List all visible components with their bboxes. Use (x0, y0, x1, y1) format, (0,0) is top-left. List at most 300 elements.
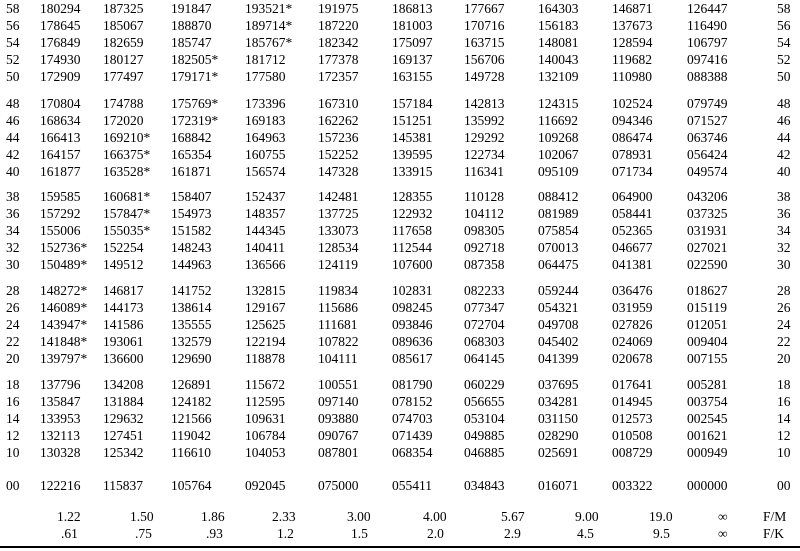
table-cell: 193061 (103, 334, 144, 349)
fk-value: 1.2 (277, 526, 294, 541)
table-cell: 157292 (40, 206, 81, 221)
table-cell: 137796 (40, 377, 81, 392)
table-cell: 165354 (171, 147, 212, 162)
table-cell: 116341 (464, 164, 504, 179)
table-row (0, 130, 800, 146)
table-cell: 166413 (40, 130, 81, 145)
table-cell: 139595 (392, 147, 433, 162)
row-label-right: 26 (777, 300, 791, 315)
table-cell: 177580 (245, 69, 286, 84)
table-cell: 142813 (464, 96, 505, 111)
table-cell: 173396 (245, 96, 286, 111)
table-cell: 000949 (687, 445, 728, 460)
row-label-left: 36 (6, 206, 20, 221)
table-cell: 146817 (103, 283, 144, 298)
fm-value: 19.0 (649, 509, 673, 524)
table-cell: 149728 (464, 69, 505, 84)
table-cell: 130328 (40, 445, 81, 460)
row-label-left: 30 (6, 257, 20, 272)
table-row (0, 394, 800, 410)
row-label-left: 50 (6, 69, 20, 84)
table-cell: 138614 (171, 300, 212, 315)
table-cell: 118878 (245, 351, 285, 366)
table-cell: 167310 (318, 96, 359, 111)
table-cell: 107600 (392, 257, 433, 272)
table-cell: 180294 (40, 1, 81, 16)
fm-value: 5.67 (501, 509, 525, 524)
row-label-right: 24 (777, 317, 791, 332)
table-row (0, 164, 800, 180)
table-row (0, 334, 800, 350)
table-cell: 128534 (318, 240, 359, 255)
table-cell: 085617 (392, 351, 433, 366)
table-cell: 025691 (538, 445, 579, 460)
row-label-left: 40 (6, 164, 20, 179)
row-label-right: 20 (777, 351, 791, 366)
table-cell: 036476 (612, 283, 653, 298)
table-cell: 075854 (538, 223, 579, 238)
row-label-left: 44 (6, 130, 20, 145)
row-label-left: 56 (6, 18, 20, 33)
table-cell: 145381 (392, 130, 433, 145)
table-cell: 129167 (245, 300, 286, 315)
table-cell: 156574 (245, 164, 286, 179)
table-cell: 193521* (245, 1, 293, 16)
row-label-right: 12 (777, 428, 791, 443)
table-cell: 122734 (464, 147, 505, 162)
table-cell: 031959 (612, 300, 653, 315)
table-cell: 172357 (318, 69, 359, 84)
table-cell: 170804 (40, 96, 81, 111)
table-cell: 146871 (612, 1, 653, 16)
table-row (0, 257, 800, 273)
table-cell: 161871 (171, 164, 212, 179)
table-cell: 144345 (245, 223, 286, 238)
table-cell: 178645 (40, 18, 81, 33)
table-cell: 137725 (318, 206, 359, 221)
row-label-right: 22 (777, 334, 791, 349)
table-cell: 092718 (464, 240, 505, 255)
table-cell: 109268 (538, 130, 579, 145)
table-cell: 031150 (538, 411, 578, 426)
table-cell: 149512 (103, 257, 144, 272)
table-cell: 097140 (318, 394, 359, 409)
row-label-left: 28 (6, 283, 20, 298)
row-label-right: 30 (777, 257, 791, 272)
table-cell: 015119 (687, 300, 727, 315)
table-cell: 129632 (103, 411, 144, 426)
table-cell: 155006 (40, 223, 81, 238)
table-cell: 168842 (171, 130, 212, 145)
table-cell: 131884 (103, 394, 144, 409)
table-row (0, 206, 800, 222)
table-cell: 093880 (318, 411, 359, 426)
table-cell: 172020 (103, 113, 144, 128)
table-row (0, 377, 800, 393)
fk-value: 1.5 (351, 526, 368, 541)
table-cell: 188870 (171, 18, 212, 33)
table-cell: 046677 (612, 240, 653, 255)
row-label-right: 36 (777, 206, 791, 221)
table-cell: 064145 (464, 351, 505, 366)
table-cell: 181003 (392, 18, 433, 33)
table-cell: 053104 (464, 411, 505, 426)
table-cell: 162262 (318, 113, 359, 128)
table-cell: 043206 (687, 189, 728, 204)
table-cell: 010508 (612, 428, 653, 443)
table-cell: 150489* (40, 257, 88, 272)
table-cell: 175769* (171, 96, 219, 111)
table-cell: 058441 (612, 206, 653, 221)
table-cell: 175097 (392, 35, 433, 50)
table-cell: 041381 (612, 257, 653, 272)
table-cell: 172909 (40, 69, 81, 84)
table-row (0, 69, 800, 85)
table-cell: 049574 (687, 164, 728, 179)
table-cell: 157847* (103, 206, 151, 221)
table-cell: 000000 (687, 478, 728, 493)
row-label-right: 32 (777, 240, 791, 255)
table-row (0, 240, 800, 256)
table-cell: 169137 (392, 52, 433, 67)
table-cell: 112595 (245, 394, 285, 409)
table-cell: 098305 (464, 223, 505, 238)
table-cell: 005281 (687, 377, 728, 392)
fm-value: 1.86 (201, 509, 225, 524)
table-cell: 141848* (40, 334, 88, 349)
table-cell: 041399 (538, 351, 579, 366)
row-label-right: 18 (777, 377, 791, 392)
fk-value: 9.5 (653, 526, 670, 541)
row-label-left: 14 (6, 411, 20, 426)
table-cell: 122216 (40, 478, 81, 493)
table-cell: 147328 (318, 164, 359, 179)
table-cell: 144963 (171, 257, 212, 272)
row-label-left: 58 (6, 1, 20, 16)
table-cell: 071439 (392, 428, 433, 443)
fk-value: 4.5 (577, 526, 594, 541)
table-cell: 129690 (171, 351, 212, 366)
table-cell: 164157 (40, 147, 81, 162)
table-row (0, 96, 800, 112)
table-cell: 140043 (538, 52, 579, 67)
table-cell: 008729 (612, 445, 653, 460)
table-row (0, 223, 800, 239)
table-row (0, 478, 800, 494)
row-label-left: 54 (6, 35, 20, 50)
table-cell: 100551 (318, 377, 359, 392)
row-label-right: 44 (777, 130, 791, 145)
table-cell: 121566 (171, 411, 212, 426)
table-cell: 191847 (171, 1, 212, 16)
table-cell: 163155 (392, 69, 433, 84)
table-cell: 156706 (464, 52, 505, 67)
table-cell: 128355 (392, 189, 433, 204)
table-cell: 056655 (464, 394, 505, 409)
footer-fk-row (0, 526, 800, 542)
table-cell: 014945 (612, 394, 653, 409)
table-row (0, 35, 800, 51)
fm-value: 1.22 (57, 509, 81, 524)
table-cell: 074703 (392, 411, 433, 426)
table-row (0, 317, 800, 333)
table-cell: 133073 (318, 223, 359, 238)
table-cell: 141586 (103, 317, 144, 332)
table-cell: 139797* (40, 351, 88, 366)
table-cell: 037325 (687, 206, 728, 221)
table-cell: 027826 (612, 317, 653, 332)
table-cell: 160755 (245, 147, 286, 162)
fk-value: ∞ (718, 526, 728, 541)
table-cell: 112544 (392, 240, 432, 255)
table-cell: 102524 (612, 96, 653, 111)
table-cell: 185767* (245, 35, 293, 50)
table-cell: 081790 (392, 377, 433, 392)
fk-value: 2.0 (427, 526, 444, 541)
table-cell: 090767 (318, 428, 359, 443)
row-label-right: 56 (777, 18, 791, 33)
row-label-right: 58 (777, 1, 791, 16)
table-cell: 179171* (171, 69, 219, 84)
table-cell: 154973 (171, 206, 212, 221)
fk-value: .75 (135, 526, 152, 541)
table-cell: 052365 (612, 223, 653, 238)
row-label-right: 40 (777, 164, 791, 179)
table-cell: 166375* (103, 147, 151, 162)
row-label-left: 20 (6, 351, 20, 366)
table-cell: 102067 (538, 147, 579, 162)
table-cell: 106784 (245, 428, 286, 443)
table-cell: 119682 (612, 52, 652, 67)
table-cell: 135847 (40, 394, 81, 409)
table-cell: 187220 (318, 18, 359, 33)
table-cell: 157236 (318, 130, 359, 145)
table-cell: 089636 (392, 334, 433, 349)
table-cell: 191975 (318, 1, 359, 16)
table-cell: 070013 (538, 240, 579, 255)
table-cell: 137673 (612, 18, 653, 33)
table-cell: 186813 (392, 1, 433, 16)
row-label-left: 26 (6, 300, 20, 315)
table-cell: 115686 (318, 300, 358, 315)
table-cell: 185747 (171, 35, 212, 50)
table-cell: 172319* (171, 113, 219, 128)
table-cell: 009404 (687, 334, 728, 349)
table-cell: 146089* (40, 300, 88, 315)
table-cell: 111681 (318, 317, 358, 332)
row-label-left: 22 (6, 334, 20, 349)
table-cell: 110128 (464, 189, 504, 204)
table-cell: 148081 (538, 35, 579, 50)
table-cell: 152254 (103, 240, 144, 255)
table-cell: 068303 (464, 334, 505, 349)
table-cell: 177667 (464, 1, 505, 16)
table-row (0, 113, 800, 129)
table-cell: 097416 (687, 52, 728, 67)
table-cell: 124315 (538, 96, 579, 111)
table-cell: 107822 (318, 334, 359, 349)
table-cell: 116610 (171, 445, 211, 460)
table-cell: 094346 (612, 113, 653, 128)
table-cell: 125625 (245, 317, 286, 332)
table-cell: 104111 (318, 351, 358, 366)
table-cell: 129292 (464, 130, 505, 145)
table-cell: 119042 (171, 428, 211, 443)
table-cell: 072704 (464, 317, 505, 332)
table-cell: 059244 (538, 283, 579, 298)
table-cell: 135992 (464, 113, 505, 128)
table-cell: 182659 (103, 35, 144, 50)
table-cell: 122194 (245, 334, 286, 349)
table-cell: 181712 (245, 52, 286, 67)
table-cell: 185067 (103, 18, 144, 33)
table-cell: 087358 (464, 257, 505, 272)
fm-label: F/M (763, 509, 787, 524)
row-label-left: 34 (6, 223, 20, 238)
table-cell: 115672 (245, 377, 285, 392)
row-label-left: 46 (6, 113, 20, 128)
table-cell: 105764 (171, 478, 212, 493)
table-cell: 024069 (612, 334, 653, 349)
table-cell: 012051 (687, 317, 728, 332)
table-cell: 177497 (103, 69, 144, 84)
table-cell: 159585 (40, 189, 81, 204)
fk-value: .61 (61, 526, 78, 541)
table-cell: 003322 (612, 478, 653, 493)
table-cell: 119834 (318, 283, 358, 298)
table-cell: 168634 (40, 113, 81, 128)
footer-fm-row (0, 509, 800, 525)
table-cell: 169210* (103, 130, 151, 145)
table-cell: 164963 (245, 130, 286, 145)
row-label-left: 10 (6, 445, 20, 460)
table-cell: 144173 (103, 300, 144, 315)
table-cell: 169183 (245, 113, 286, 128)
table-cell: 117658 (392, 223, 432, 238)
table-cell: 116692 (538, 113, 578, 128)
table-cell: 109631 (245, 411, 286, 426)
table-cell: 098245 (392, 300, 433, 315)
table-cell: 045402 (538, 334, 579, 349)
row-label-right: 38 (777, 189, 791, 204)
row-label-right: 46 (777, 113, 791, 128)
fk-value: .93 (206, 526, 223, 541)
table-cell: 122932 (392, 206, 433, 221)
table-cell: 056424 (687, 147, 728, 162)
row-label-left: 16 (6, 394, 20, 409)
table-row (0, 283, 800, 299)
table-cell: 152252 (318, 147, 359, 162)
row-label-left: 12 (6, 428, 20, 443)
table-cell: 170716 (464, 18, 505, 33)
table-cell: 022590 (687, 257, 728, 272)
table-cell: 148243 (171, 240, 212, 255)
table-cell: 140411 (245, 240, 285, 255)
fm-value: 9.00 (575, 509, 599, 524)
table-cell: 106797 (687, 35, 728, 50)
table-cell: 152437 (245, 189, 286, 204)
table-cell: 054321 (538, 300, 579, 315)
row-label-left: 18 (6, 377, 20, 392)
table-cell: 063746 (687, 130, 728, 145)
table-cell: 064475 (538, 257, 579, 272)
table-cell: 027021 (687, 240, 728, 255)
table-cell: 104112 (464, 206, 504, 221)
table-cell: 049708 (538, 317, 579, 332)
row-label-right: 28 (777, 283, 791, 298)
table-cell: 034843 (464, 478, 505, 493)
table-cell: 078931 (612, 147, 653, 162)
row-label-right: 54 (777, 35, 791, 50)
table-cell: 126891 (171, 377, 212, 392)
table-cell: 143947* (40, 317, 88, 332)
table-cell: 018627 (687, 283, 728, 298)
table-row (0, 411, 800, 427)
table-cell: 086474 (612, 130, 653, 145)
table-row (0, 189, 800, 205)
row-label-left: 00 (6, 478, 20, 493)
table-cell: 148272* (40, 283, 88, 298)
table-cell: 031931 (687, 223, 728, 238)
table-cell: 133953 (40, 411, 81, 426)
table-row (0, 1, 800, 17)
table-row (0, 147, 800, 163)
row-label-right: 00 (777, 478, 791, 493)
table-row (0, 445, 800, 461)
table-cell: 155035* (103, 223, 151, 238)
row-label-right: 48 (777, 96, 791, 111)
table-cell: 082233 (464, 283, 505, 298)
table-cell: 135555 (171, 317, 212, 332)
table-cell: 093846 (392, 317, 433, 332)
table-cell: 174930 (40, 52, 81, 67)
table-row (0, 18, 800, 34)
table-cell: 020678 (612, 351, 653, 366)
table-cell: 177378 (318, 52, 359, 67)
table-cell: 125342 (103, 445, 144, 460)
table-cell: 075000 (318, 478, 359, 493)
table-cell: 079749 (687, 96, 728, 111)
table-cell: 037695 (538, 377, 579, 392)
table-cell: 071527 (687, 113, 728, 128)
fm-value: 1.50 (130, 509, 154, 524)
table-cell: 152736* (40, 240, 88, 255)
table-cell: 163715 (464, 35, 505, 50)
table-cell: 132815 (245, 283, 286, 298)
fm-value: 4.00 (423, 509, 447, 524)
table-cell: 160681* (103, 189, 151, 204)
table-cell: 156183 (538, 18, 579, 33)
row-label-right: 16 (777, 394, 791, 409)
table-cell: 151251 (392, 113, 433, 128)
table-cell: 087801 (318, 445, 359, 460)
table-cell: 189714* (245, 18, 293, 33)
row-label-right: 34 (777, 223, 791, 238)
table-row (0, 351, 800, 367)
table-cell: 077347 (464, 300, 505, 315)
table-cell: 003754 (687, 394, 728, 409)
table-cell: 068354 (392, 445, 433, 460)
table-cell: 158407 (171, 189, 212, 204)
table-cell: 132109 (538, 69, 579, 84)
row-label-left: 52 (6, 52, 20, 67)
table-cell: 127451 (103, 428, 144, 443)
row-label-right: 42 (777, 147, 791, 162)
table-cell: 088388 (687, 69, 728, 84)
table-cell: 092045 (245, 478, 286, 493)
table-cell: 157184 (392, 96, 433, 111)
table-cell: 104053 (245, 445, 286, 460)
